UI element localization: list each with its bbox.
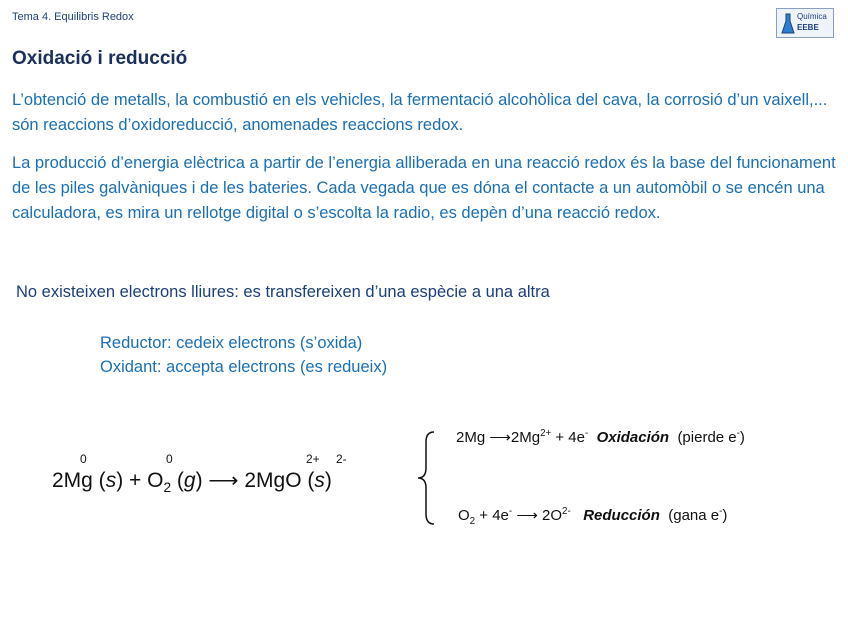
arrow: ⟶ <box>489 429 511 446</box>
ox-state-mgo-o: 2- <box>336 452 347 466</box>
half-reaction-reduction: $O_2 + 4e^-$ ⟶ $2O^{2-}$ Reducción (gana e-) <box>458 506 728 527</box>
ox-state-mgo-mg: 2+ <box>306 452 320 466</box>
statement-electrons: No existeixen electrons lliures: es transfereixen d’una espècie a una altra <box>16 283 550 301</box>
logo-text-quimica: Química <box>797 12 827 21</box>
flask-icon <box>781 13 795 35</box>
reactant-o2: O <box>147 469 164 492</box>
product-mgo: 2MgO ( <box>244 469 315 492</box>
label-reduccion: Reducción <box>583 507 660 524</box>
paragraph-intro: L’obtenció de metalls, la combustió en els vehicles, la fermentació alcohòlica del cava, la corrosió d’un vaixell,... són reaccions d’oxidoreducció, anomenades reaccions redox. <box>12 91 828 134</box>
ox-state-o2: 0 <box>166 452 173 466</box>
reactant-mg: 2Mg ( <box>52 469 106 492</box>
page-title: Oxidació i reducció <box>12 48 188 69</box>
definition-oxidant: Oxidant: accepta electrons (es redueix) <box>100 358 388 376</box>
arrow: ⟶ <box>516 507 538 524</box>
definition-reductor: Reductor: cedeix electrons (s’oxida) <box>100 334 363 352</box>
reaction-arrow: ⟶ <box>208 469 239 492</box>
label-oxidacion: Oxidación <box>596 429 670 446</box>
ox-state-mg: 0 <box>80 452 87 466</box>
brace-icon <box>414 430 438 526</box>
logo-text-eebe: EEBE <box>797 23 819 32</box>
quimica-logo <box>776 8 834 38</box>
main-equation: 2Mg $(s) + O_2$ (g) ⟶ 2MgO (s) <box>52 469 332 496</box>
half-reaction-oxidation: 2Mg $⟶2Mg^{2+} + 4e^-$ Oxidación (pierde e-) <box>456 428 745 446</box>
paragraph-energy: La producció d’energia elèctrica a partir de l’energia alliberada en una reacció redox és la base del funcionament de les piles galvàniques i de les bateries. Cada vegada que es dóna el contacte a un automòbil o se encén una calculadora, es mira un rellotge digital o s’escolta la radio, es depèn d’una reacció redox. <box>12 154 836 222</box>
topic-header: Tema 4. Equilibris Redox <box>12 11 134 23</box>
